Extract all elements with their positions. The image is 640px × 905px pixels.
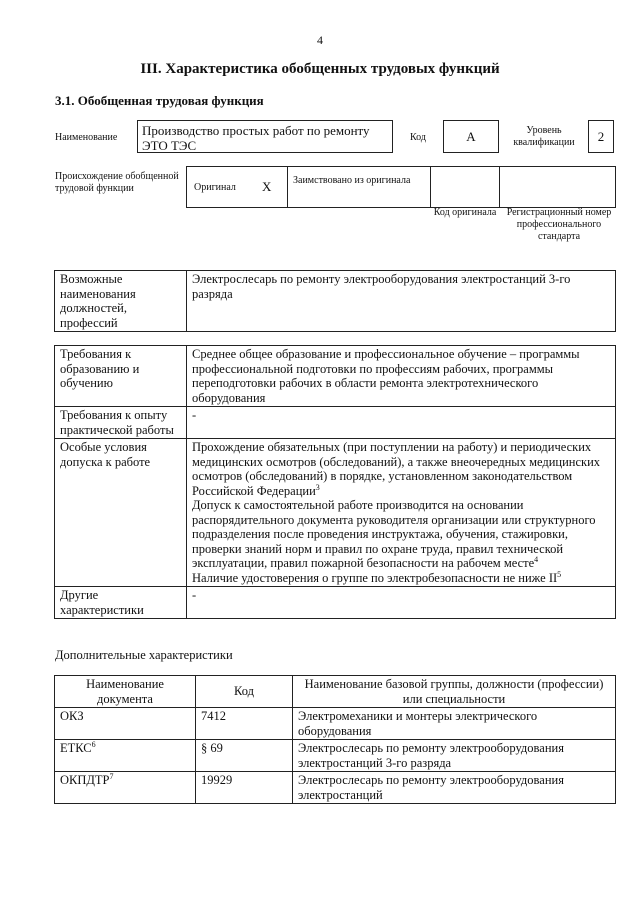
header-doc: Наименование документа (55, 676, 196, 708)
other-label: Другие характеристики (55, 587, 187, 619)
requirements-table (54, 345, 616, 619)
row-doc: ОКЗ (55, 708, 196, 740)
positions-label: Возможные наименования должностей, профессий (55, 271, 187, 332)
row-doc (55, 740, 196, 772)
row-name: Электрослесарь по ремонту электрооборудования электростанций 3-го разряда (293, 740, 616, 772)
section-title: III. Характеристика обобщенных трудовых функций (140, 61, 500, 77)
header-name: Наименование базовой группы, должности (профессии) или специальности (293, 676, 616, 708)
row-name: Электромеханики и монтеры электрического оборудования (293, 708, 616, 740)
footnote-6: 6 (91, 739, 96, 749)
footnote-7: 7 (109, 771, 114, 781)
positions-value: Электрослесарь по ремонту электрооборудования электростанций 3-го разряда (187, 271, 616, 332)
row-code: 7412 (196, 708, 293, 740)
origin-box (186, 166, 616, 208)
additional-title: Дополнительные характеристики (55, 648, 233, 662)
special-p3: Наличие удостоверения о группе по электробезопасности не ниже II (192, 570, 558, 585)
subsection-title: 3.1. Обобщенная трудовая функция (55, 93, 264, 108)
name-value: Производство простых работ по ремонту ЭТО ТЭС (142, 123, 370, 153)
additional-table (54, 675, 616, 804)
name-label: Наименование (55, 132, 118, 143)
row-doc-text: ОКПДТР (60, 773, 110, 787)
table-row (55, 740, 616, 772)
header-code: Код (196, 676, 293, 708)
level-label: Уровень квалификации (513, 125, 575, 148)
borrowed-label: Заимствовано из оригинала (293, 175, 411, 186)
row-name: Электрослесарь по ремонту электрооборудования электростанций (293, 772, 616, 804)
original-mark: X (262, 179, 272, 194)
table-row (55, 708, 616, 740)
origin-label: Происхождение обобщенной трудовой функции (55, 171, 179, 194)
other-value: - (187, 587, 616, 619)
experience-value: - (187, 407, 616, 439)
special-p1: Прохождение обязательных (при поступлении на работу) и периодических медицинских осмотров (обследований), а также внеочередных медицинских осмотров (обследований) в порядке, установленном законодательством Российской Федерации (192, 440, 601, 498)
reg-number-label: Регистрационный номер профессионального стандарта (506, 207, 612, 242)
special-p2: Допуск к самостоятельной работе производится на основании распорядительного документа руководителя организации или структурного подразделения после проведения инструктажа, обучения, стажировки, проверки знаний норм и правил по охране труда, правил технической эксплуатации, правил пожарной безопасности на рабочем месте (192, 498, 596, 570)
row-code: 19929 (196, 772, 293, 804)
footnote-3: 3 (315, 482, 320, 492)
code-value: А (443, 120, 499, 153)
page-number: 4 (317, 33, 323, 47)
footnote-5: 5 (557, 569, 562, 579)
experience-label: Требования к опыту практической работы (55, 407, 187, 439)
code-original-label: Код оригинала (433, 207, 497, 218)
row-code: § 69 (196, 740, 293, 772)
code-label: Код (410, 132, 426, 143)
row-doc (55, 772, 196, 804)
row-doc-text: ЕТКС (60, 741, 92, 755)
positions-table (54, 270, 616, 332)
original-label: Оригинал (194, 182, 236, 193)
footnote-4: 4 (534, 554, 539, 564)
table-row (55, 772, 616, 804)
special-label: Особые условия допуска к работе (55, 439, 187, 587)
name-box (137, 120, 393, 153)
level-value: 2 (588, 120, 614, 153)
special-value (187, 439, 616, 587)
education-label: Требования к образованию и обучению (55, 346, 187, 407)
education-value: Среднее общее образование и профессиональное обучение – программы профессиональной подготовки по профессиям рабочих, программы переподготовки рабочих в области ремонта электротехнического оборудования (187, 346, 616, 407)
